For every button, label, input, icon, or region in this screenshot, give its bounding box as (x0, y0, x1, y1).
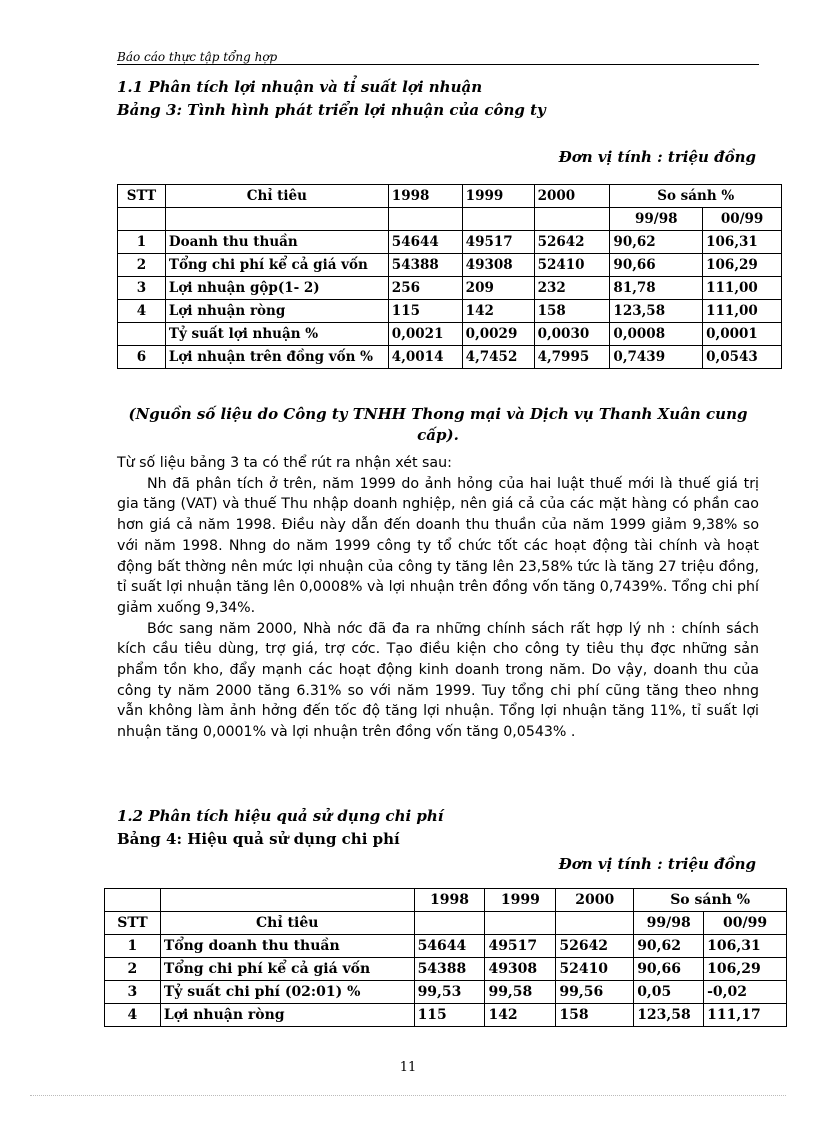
header-1999: 1999 (462, 185, 534, 208)
cell: 3 (105, 981, 161, 1004)
cell: 106,29 (703, 254, 782, 277)
cell: 90,66 (634, 958, 704, 981)
header-ratio-99-98: 99/98 (610, 208, 703, 231)
cell: 115 (388, 300, 462, 323)
cell: 111,00 (703, 300, 782, 323)
cell: 54644 (388, 231, 462, 254)
cell: 0,0029 (462, 323, 534, 346)
table-caption: Bảng 4: Hiệu quả sử dụng chi phí (117, 830, 400, 848)
cell: 90,62 (634, 935, 704, 958)
cell: 99,58 (485, 981, 556, 1004)
cell: Lợi nhuận ròng (165, 300, 388, 323)
cell: 99,53 (414, 981, 485, 1004)
cost-efficiency-table (104, 888, 787, 1027)
cell: 49517 (462, 231, 534, 254)
profit-table (117, 184, 782, 369)
table-subheader-row (105, 912, 787, 935)
cell: 2 (118, 254, 166, 277)
cell: Lợi nhuận ròng (160, 1004, 414, 1027)
cell: 49308 (485, 958, 556, 981)
cell (118, 323, 166, 346)
cell: Tổng chi phí kể cả giá vốn (165, 254, 388, 277)
cell: 4 (105, 1004, 161, 1027)
header-1999: 1999 (485, 889, 556, 912)
header-ratio-99-98: 99/98 (634, 912, 704, 935)
cell: 0,0008 (610, 323, 703, 346)
cell: 4,7452 (462, 346, 534, 369)
table-header-row (105, 889, 787, 912)
header-chitieu: Chỉ tiêu (165, 185, 388, 208)
cell: 106,31 (704, 935, 787, 958)
cell: 209 (462, 277, 534, 300)
table-row (118, 231, 782, 254)
table-row (118, 254, 782, 277)
cell: 142 (485, 1004, 556, 1027)
cell: 4,0014 (388, 346, 462, 369)
paragraph: Từ số liệu bảng 3 ta có thể rút ra nhận xét sau: (117, 455, 452, 471)
cell: 1 (105, 935, 161, 958)
running-header: Báo cáo thực tập tổng hợp (117, 50, 759, 65)
source-note: (Nguồn số liệu do Công ty TNHH Thong mại và Dịch vụ Thanh Xuân cung cấp). (128, 405, 748, 444)
cell: 111,17 (704, 1004, 787, 1027)
cell: 90,62 (610, 231, 703, 254)
table-row (105, 981, 787, 1004)
cell: 158 (534, 300, 610, 323)
cell: 49308 (462, 254, 534, 277)
cell: 115 (414, 1004, 485, 1027)
header-compare: So sánh % (610, 185, 782, 208)
cell: 52642 (534, 231, 610, 254)
table-subheader-row (118, 208, 782, 231)
paragraph: Bớc sang năm 2000, Nhà nớc đã đa ra những chính sách rất hợp lý nh : chính sách kích cầu tiêu dùng, trợ giá, trợ cớc. Tạo điều kiện cho công ty tiêu thụ đợc những sản phẩm tồn kho, đẩy mạnh các hoạt động kinh doanh trong năm. Do vậy, doanh thu của công ty năm 2000 tăng 6.31% so với năm 1999. Tuy tổng chi phí cũng tăng theo nhng vẫn không làm ảnh hởng đến tốc độ tăng lợi nhuận. Tổng lợi nhuận tăng 11%, tỉ suất lợi nhuận tăng 0,0001% và lợi nhuận trên đồng vốn tăng 0,0543% . (117, 620, 759, 741)
page-divider (30, 1095, 786, 1096)
cell: 99,56 (556, 981, 634, 1004)
table-row (105, 958, 787, 981)
cell: 3 (118, 277, 166, 300)
cell: 106,31 (703, 231, 782, 254)
table-row (105, 1004, 787, 1027)
cell: 52410 (534, 254, 610, 277)
cell: 232 (534, 277, 610, 300)
cell: 142 (462, 300, 534, 323)
cell: 90,66 (610, 254, 703, 277)
cell: 49517 (485, 935, 556, 958)
cell: 0,0021 (388, 323, 462, 346)
header-2000: 2000 (534, 185, 610, 208)
header-2000: 2000 (556, 889, 634, 912)
header-compare: So sánh % (634, 889, 787, 912)
header-ratio-00-99: 00/99 (704, 912, 787, 935)
page-number: 11 (399, 1060, 417, 1075)
cell: 54388 (388, 254, 462, 277)
cell: 4 (118, 300, 166, 323)
table-row (105, 935, 787, 958)
unit-label: Đơn vị tính : triệu đồng (558, 855, 756, 873)
cell: 2 (105, 958, 161, 981)
cell: 111,00 (703, 277, 782, 300)
cell: 0,0543 (703, 346, 782, 369)
cell: Lợi nhuận trên đồng vốn % (165, 346, 388, 369)
cell: 52410 (556, 958, 634, 981)
cell: 256 (388, 277, 462, 300)
cell: Tổng doanh thu thuần (160, 935, 414, 958)
table-row (118, 323, 782, 346)
table-row (118, 300, 782, 323)
section-title: 1.1 Phân tích lợi nhuận và tỉ suất lợi nhuận (117, 78, 483, 96)
cell: 81,78 (610, 277, 703, 300)
cell: 123,58 (634, 1004, 704, 1027)
cell: Doanh thu thuần (165, 231, 388, 254)
header-1998: 1998 (388, 185, 462, 208)
cell: Tỷ suất chi phí (02:01) % (160, 981, 414, 1004)
header-chitieu: Chỉ tiêu (160, 912, 414, 935)
cell: -0,02 (704, 981, 787, 1004)
cell: 4,7995 (534, 346, 610, 369)
table-row (118, 277, 782, 300)
cell: 158 (556, 1004, 634, 1027)
cell: Lợi nhuận gộp(1- 2) (165, 277, 388, 300)
table-row (118, 346, 782, 369)
table-header-row (118, 185, 782, 208)
cell: 0,05 (634, 981, 704, 1004)
cell: 123,58 (610, 300, 703, 323)
cell: Tổng chi phí kể cả giá vốn (160, 958, 414, 981)
header-1998: 1998 (414, 889, 485, 912)
cell: 0,7439 (610, 346, 703, 369)
cell: 106,29 (704, 958, 787, 981)
cell: 54388 (414, 958, 485, 981)
body-text (117, 453, 759, 743)
unit-label: Đơn vị tính : triệu đồng (558, 148, 756, 166)
cell: 54644 (414, 935, 485, 958)
cell: 6 (118, 346, 166, 369)
header-stt: STT (105, 912, 161, 935)
section-title: 1.2 Phân tích hiệu quả sử dụng chi phí (117, 807, 444, 825)
cell: 52642 (556, 935, 634, 958)
header-ratio-00-99: 00/99 (703, 208, 782, 231)
cell: 1 (118, 231, 166, 254)
cell: 0,0030 (534, 323, 610, 346)
cell: Tỷ suất lợi nhuận % (165, 323, 388, 346)
header-stt: STT (118, 185, 166, 208)
cell: 0,0001 (703, 323, 782, 346)
paragraph: Nh đã phân tích ở trên, năm 1999 do ảnh hỏng của hai luật thuế mới là thuế giá trị gia tăng (VAT) và thuế Thu nhập doanh nghiệp, nên giá cả của các mặt hàng có phần cao hơn giá cả năm 1998. Điều này dẫn đến doanh thu thuần của năm 1999 giảm 9,38% so với năm 1998. Nhng do năm 1999 công ty tổ chức tốt các hoạt động tài chính và hoạt động bất thờng nên mức lợi nhuận của công ty tăng lên 23,58% tức là tăng 27 triệu đồng, tỉ suất lợi nhuận tăng lên 0,0008% và lợi nhuận trên đồng vốn tăng 0,7439%. Tổng chi phí giảm xuống 9,34%. (117, 475, 759, 616)
table-caption: Bảng 3: Tình hình phát triển lợi nhuận của công ty (117, 101, 546, 119)
